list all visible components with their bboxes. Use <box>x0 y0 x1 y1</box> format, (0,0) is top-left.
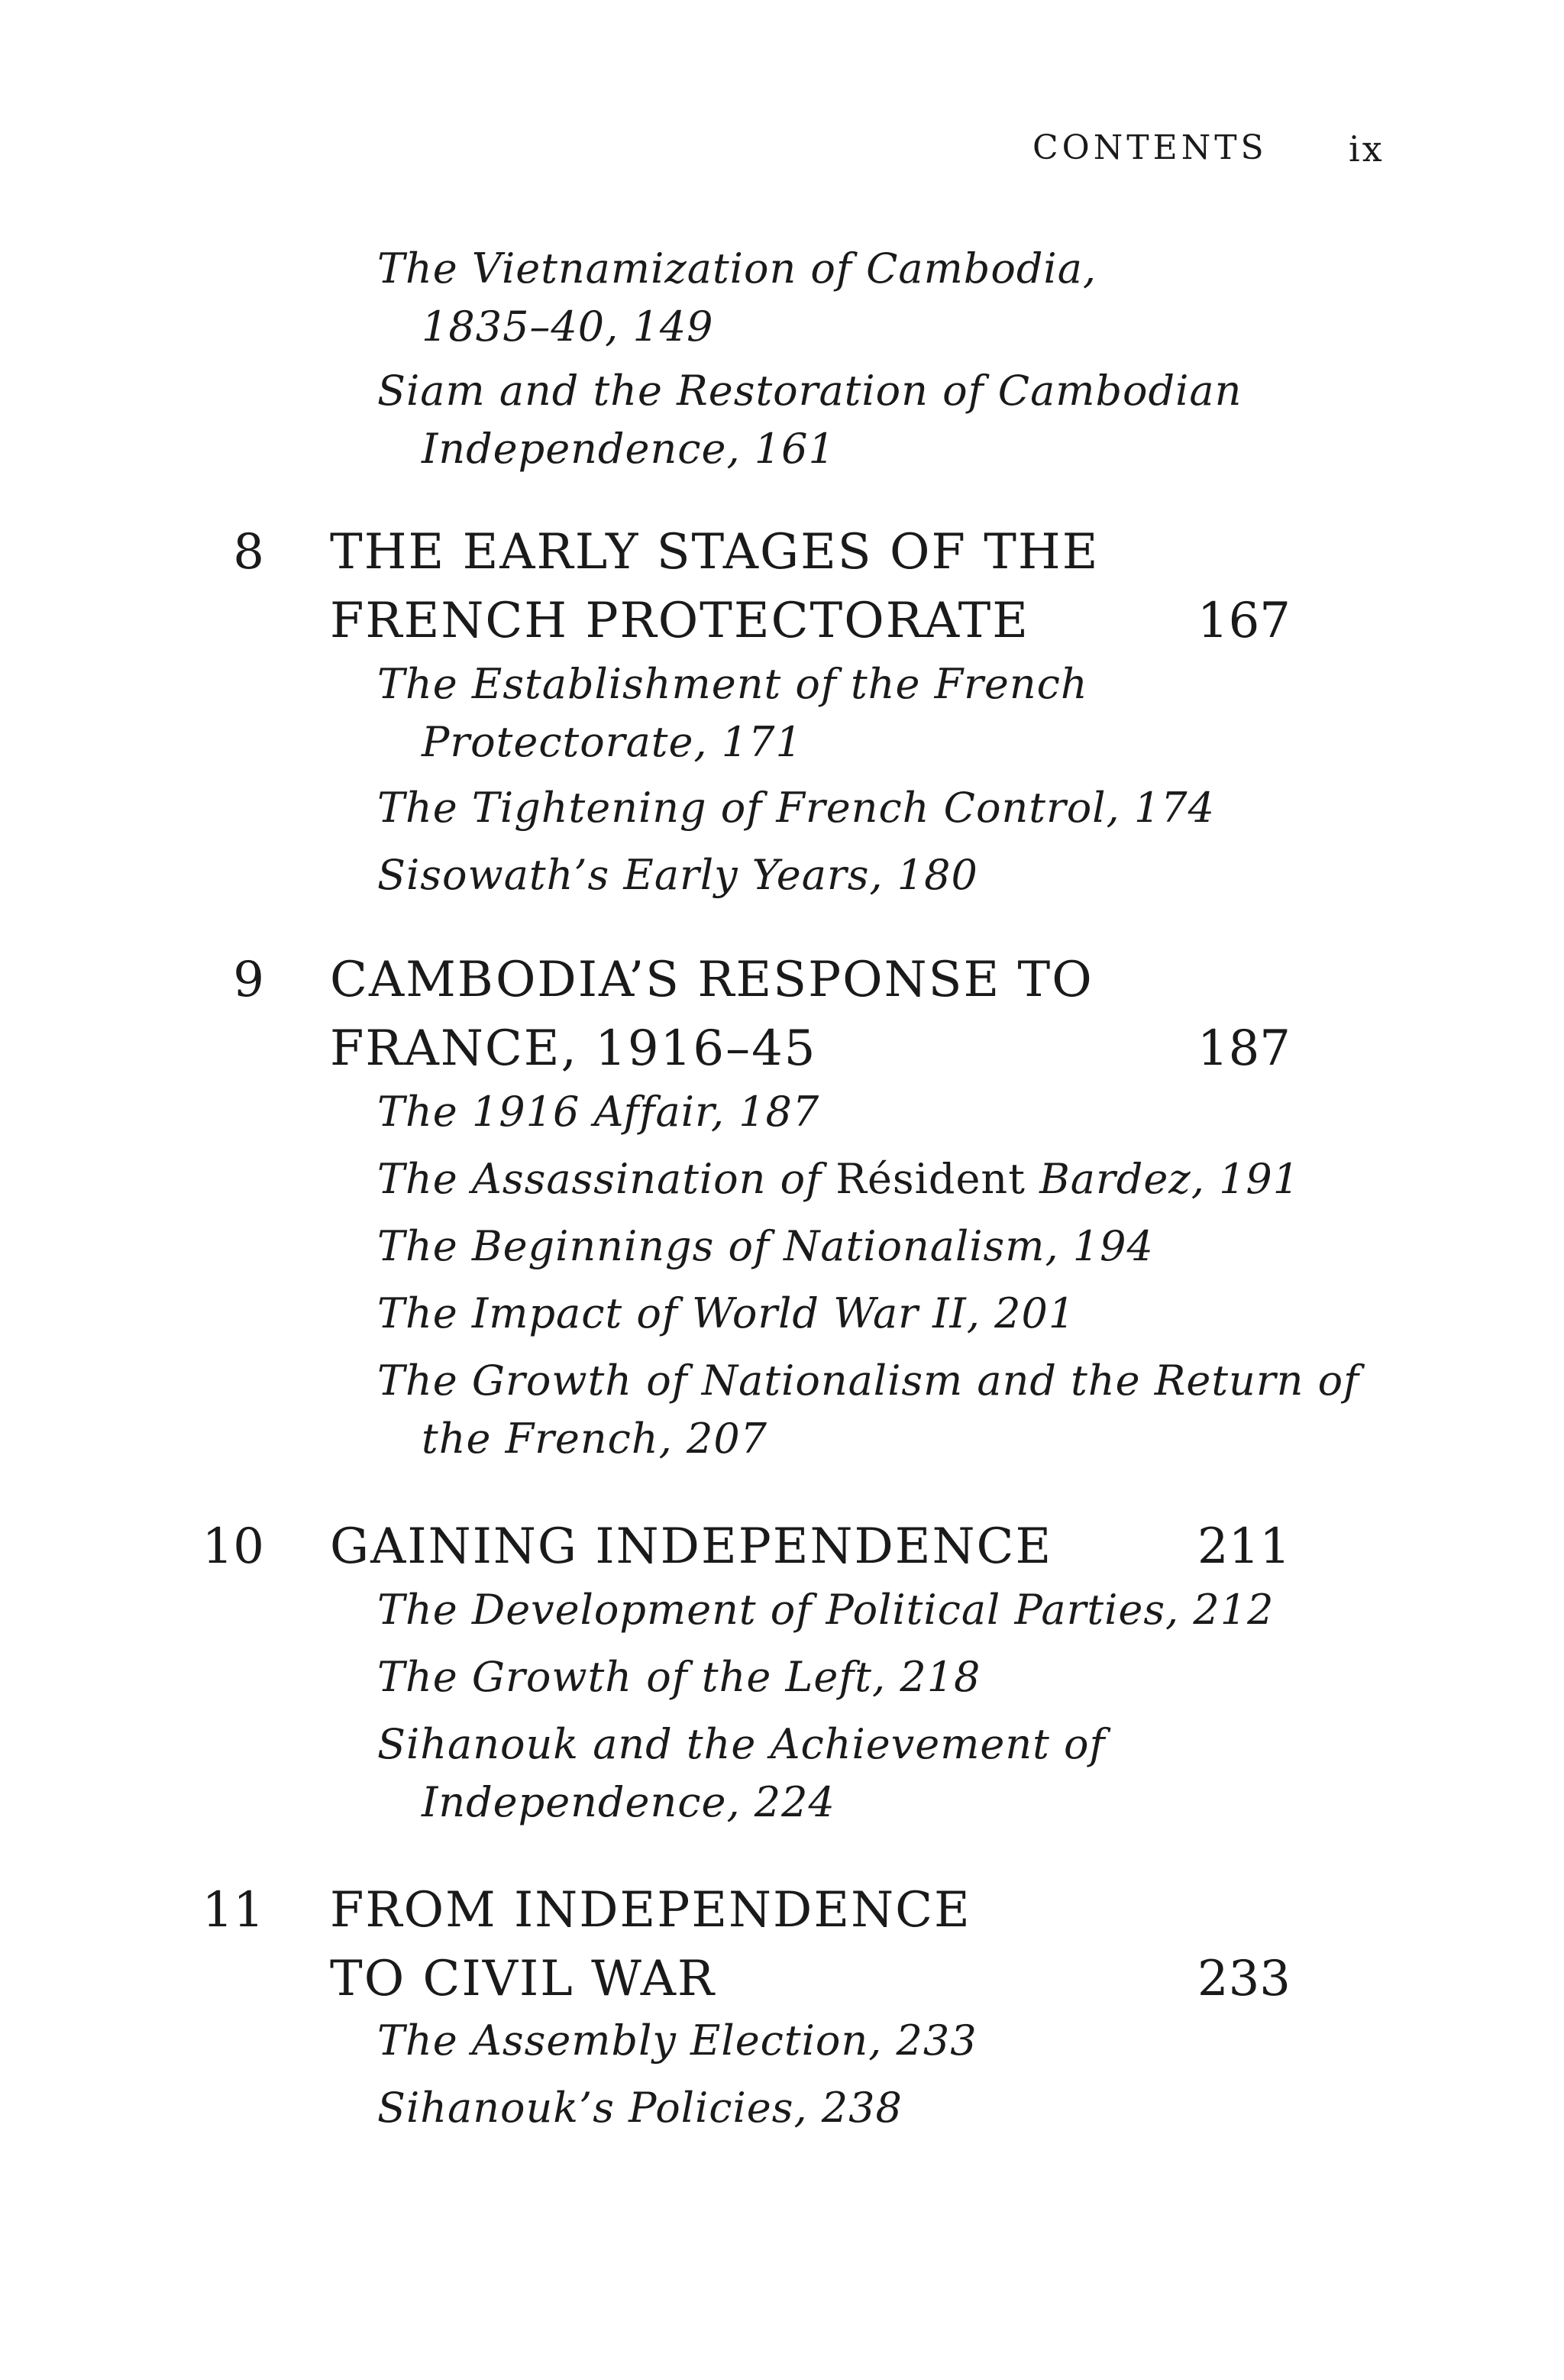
toc-section-entry <box>377 362 1338 478</box>
toc-section-entry <box>377 2079 1338 2137</box>
chapter-number: 10 <box>202 1518 264 1575</box>
toc-section-entry <box>377 1150 1338 1208</box>
chapter-page-number: 211 <box>1197 1518 1291 1575</box>
toc-section-line: Sihanouk and the Achievement of <box>377 1720 1106 1768</box>
toc-section-entry <box>377 240 1338 356</box>
toc-section-line-part: Bardez, 191 <box>1025 1155 1301 1203</box>
chapter-title-line: FRANCE, 1916–45 <box>330 1020 817 1077</box>
chapter-title <box>330 518 1099 655</box>
toc-section-line: The Growth of Nationalism and the Return of <box>377 1357 1360 1405</box>
chapter-title <box>330 1512 1052 1581</box>
toc-section-entry <box>377 1217 1338 1276</box>
toc-section-entry <box>377 1581 1338 1639</box>
chapter-number: 9 <box>233 952 264 1008</box>
chapter-page-number: 187 <box>1197 1020 1291 1077</box>
chapter-page-number: 233 <box>1197 1951 1291 2007</box>
chapter-number: 8 <box>233 524 264 580</box>
chapter-title <box>330 946 1094 1083</box>
toc-section-entry <box>377 1285 1338 1343</box>
chapter-title-line: CAMBODIA’S RESPONSE TO <box>330 952 1094 1008</box>
chapter-number: 11 <box>202 1882 264 1939</box>
toc-section-line: The Growth of the Left, 218 <box>377 1653 981 1701</box>
chapter-title-line: FROM INDEPENDENCE <box>330 1882 971 1939</box>
toc-section-line: Protectorate, 171 <box>422 718 803 766</box>
toc-section-line: The Impact of World War II, 201 <box>377 1289 1076 1337</box>
toc-section-entry <box>377 1083 1338 1141</box>
toc-section-line: The Establishment of the French <box>377 660 1088 708</box>
page-number: ix <box>1349 128 1385 170</box>
toc-section-entry <box>377 1715 1338 1832</box>
chapter-title-line: THE EARLY STAGES OF THE <box>330 524 1100 580</box>
toc-section-entry <box>377 655 1338 771</box>
toc-section-entry <box>377 1352 1360 1468</box>
toc-section-line: Independence, 161 <box>422 425 835 473</box>
running-head: CONTENTS <box>1032 128 1268 167</box>
toc-section-line: The Beginnings of Nationalism, 194 <box>377 1222 1154 1270</box>
toc-section-line: The Vietnamization of Cambodia, <box>377 244 1097 293</box>
toc-section-line: Independence, 224 <box>422 1778 835 1826</box>
toc-section-line: the French, 207 <box>422 1415 768 1463</box>
toc-section-entry <box>377 1648 1338 1706</box>
toc-section-line: The 1916 Affair, 187 <box>377 1088 820 1136</box>
toc-section-line: The Development of Political Parties, 212 <box>377 1586 1275 1634</box>
toc-section-entry <box>377 846 1338 904</box>
toc-section-line-part: The Assassination of <box>377 1155 836 1203</box>
chapter-title-line: FRENCH PROTECTORATE <box>330 593 1029 649</box>
toc-section-line: The Tightening of French Control, 174 <box>377 784 1215 832</box>
toc-section-line: Siam and the Restoration of Cambodian <box>377 367 1242 415</box>
chapter-title <box>330 1876 971 2013</box>
toc-section-line: 1835–40, 149 <box>422 302 714 351</box>
toc-section-line: The Assembly Election, 233 <box>377 2016 978 2065</box>
toc-section-line-roman: Résident <box>835 1155 1026 1203</box>
toc-section-entry <box>377 2012 1338 2070</box>
toc-section-line: Sihanouk’s Policies, 238 <box>377 2084 903 2132</box>
chapter-page-number: 167 <box>1197 593 1291 649</box>
toc-section-entry <box>377 779 1338 837</box>
chapter-title-line: TO CIVIL WAR <box>330 1951 716 2007</box>
toc-section-line: Sisowath’s Early Years, 180 <box>377 851 978 899</box>
chapter-title-line: GAINING INDEPENDENCE <box>330 1518 1053 1575</box>
